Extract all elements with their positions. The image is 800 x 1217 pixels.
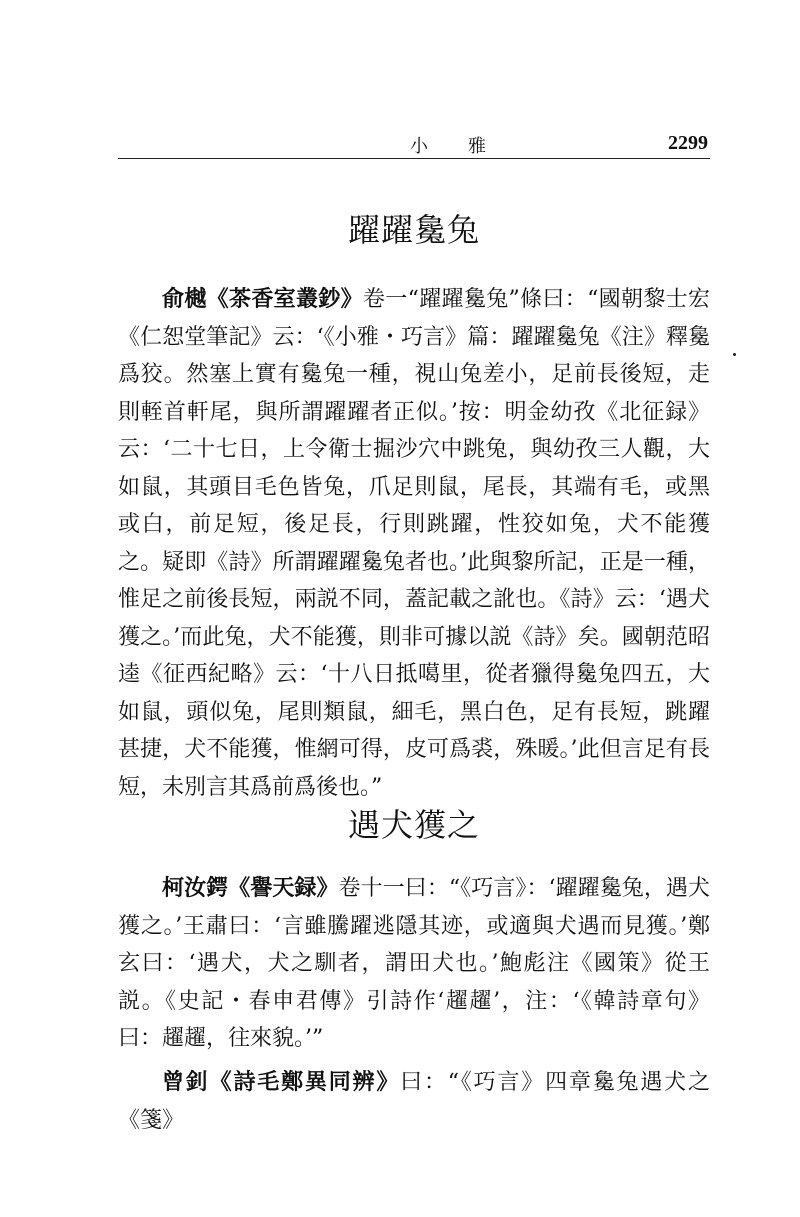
paragraph	[118, 281, 710, 806]
running-header	[118, 128, 710, 159]
paragraph-text: 卷十一曰：“《巧言》：‘躍躍毚兔，遇犬獲之。’王肅曰：‘言雖騰躍逃隱其迹，或適與犬遇而見獲。’鄭玄曰：‘遇犬，犬之馴者，謂田犬也。’鮑彪注《國策》從王説。《史記・春申君傳》引詩作‘趯趯’，注：‘《韓詩章句》曰：趯趯，往來貌。’”	[118, 876, 710, 1051]
paragraph-text: 卷一“躍躍毚兔”條曰：“國朝黎士宏《仁恕堂筆記》云：‘《小雅・巧言》篇：躍躍毚兔《注》釋毚爲狡。然塞上實有毚兔一種，視山兔差小，足前長後短，走則輊首軒尾，與所謂躍躍者正似。’按：明金幼孜《北征録》云：‘二十七日，上令衛士掘沙穴中跳兔，與幼孜三人觀，大如鼠，其頭目毛色皆兔，爪足則鼠，尾長，其端有毛，或黑或白，前足短，後足長，行則跳躍，性狡如兔，犬不能獲之。疑即《詩》所謂躍躍毚兔者也。’此與黎所記，正是一種，惟足之前後長短，兩説不同，蓋記載之訛也。《詩》云：‘遇犬獲之。’而此兔，犬不能獲，則非可據以説《詩》矣。國朝范昭逵《征西紀略》云：‘十八日抵噶里，從者獵得毚兔四五，大如鼠，頭似兔，尾則類鼠，細毛，黑白色，足有長短，跳躍甚捷，犬不能獲，惟網可得，皮可爲裘，殊暖。’此但言足有長短，未別言其爲前爲後也。”	[118, 287, 710, 800]
paragraph-text: 曰：“《巧言》四章毚兔遇犬之《箋》	[118, 1070, 710, 1133]
cited-author-work: 俞樾《茶香室叢鈔》	[162, 286, 363, 312]
paragraph	[118, 1064, 710, 1139]
section-body	[118, 281, 710, 806]
page-number: 2299	[668, 132, 708, 154]
section-heading: 遇犬獲之	[347, 806, 480, 844]
running-title: 小雅	[410, 136, 526, 157]
cited-author-work: 曾釗《詩毛鄭異同辨》	[162, 1069, 401, 1095]
stray-mark	[733, 353, 736, 356]
paragraph	[118, 870, 710, 1058]
section-body	[118, 870, 710, 1058]
section-body	[118, 1064, 710, 1139]
cited-author-work: 柯汝鍔《譽天録》	[162, 875, 339, 901]
section-heading: 躍躍毚兔	[347, 211, 480, 249]
